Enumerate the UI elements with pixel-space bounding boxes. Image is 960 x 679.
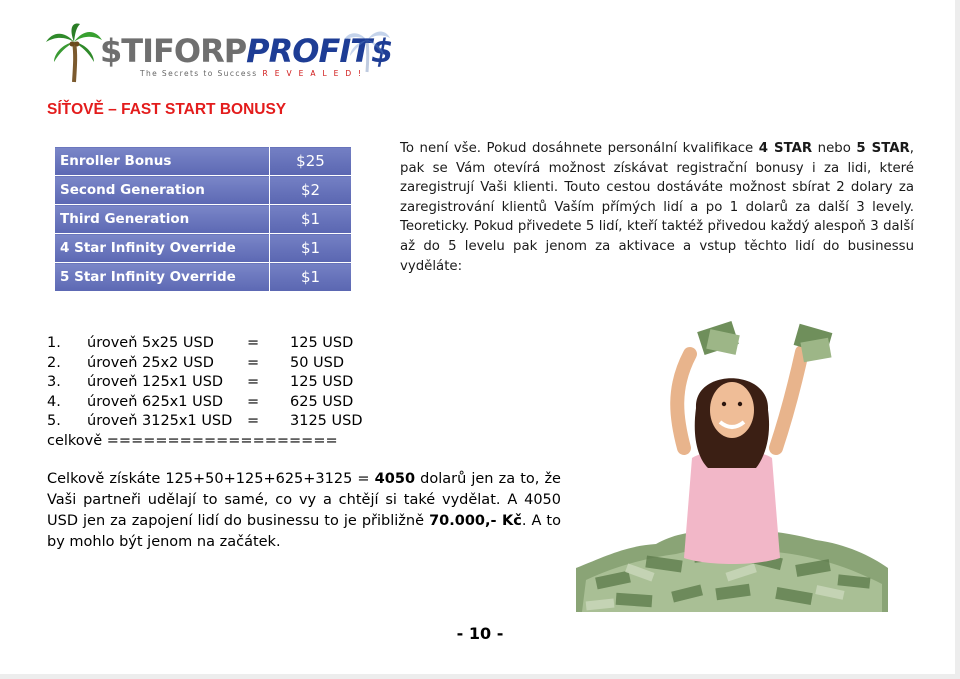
intro-bold-5star: 5 STAR (856, 141, 910, 156)
level-result: 3125 USD (290, 413, 363, 430)
level-equals: = (247, 354, 260, 371)
level-result: 125 USD (290, 335, 354, 351)
bonus-label: Second Generation (55, 176, 270, 205)
level-number: 5. (47, 413, 61, 430)
level-result: 125 USD (290, 374, 354, 391)
bonus-amount: $1 (270, 263, 352, 292)
table-row (55, 205, 352, 234)
level-number: 3. (47, 374, 61, 391)
level-equals: = (247, 374, 260, 391)
list-item (47, 373, 354, 393)
total-line-text: celkově =================== (47, 432, 338, 449)
intro-text-3: , pak se Vám otevírá možnost získávat registrační bonusy i za lidi, které zaregistrují Vaši klienti. Touto cestou dostáváte možnost sbírat 2 dolary za zaregistrování klientů Vaším přímých lidí a po 1 dolarů za další 3 levely. Teoreticky. Pokud přivedete 5 lidí, kteří taktéž přivedou každý alespoň 3 další až do 5 levelu pak jenom za aktivace a vstup těchto lidí do businessu vyděláte: (400, 141, 914, 274)
summary-text-2: dolarů jen za to, že Vaši partneři udělají to samé, co vy a chtějí si také vydělat. A 4050 USD jen za zapojení lidí do businessu to je přibližně (47, 471, 561, 529)
logo-name-part1: $TIFORP (100, 32, 247, 70)
summary-bold-czk: 70.000,- Kč (429, 513, 522, 529)
intro-text-2: nebo (812, 141, 857, 156)
level-description: úroveň 25x2 USD (87, 354, 214, 371)
logo-tagline-revealed: REVEALED! (262, 69, 369, 78)
level-list (47, 334, 363, 452)
level-result: 625 USD (290, 393, 354, 410)
level-description: úroveň 3125x1 USD (87, 413, 233, 430)
logo (44, 22, 404, 84)
bonus-label: Third Generation (55, 205, 270, 234)
bonus-amount: $1 (270, 234, 352, 263)
palm-tree-icon (44, 22, 104, 84)
level-description: úroveň 625x1 USD (87, 393, 224, 410)
level-equals: = (247, 335, 260, 351)
level-number: 2. (47, 354, 61, 371)
logo-name-part2: PROFIT$ (246, 32, 393, 70)
level-description: úroveň 125x1 USD (87, 374, 224, 391)
summary-paragraph (47, 469, 561, 553)
logo-tagline (140, 69, 368, 78)
level-equals: = (247, 393, 260, 410)
list-item (47, 412, 363, 432)
total-line (47, 432, 338, 452)
table-row (55, 147, 352, 176)
summary-text-1: Celkově získáte 125+50+125+625+3125 = (47, 471, 375, 487)
level-result: 50 USD (290, 354, 345, 371)
bonus-table (54, 146, 352, 292)
page-number: - 10 - (456, 624, 504, 643)
woman-with-money-photo (576, 318, 888, 612)
bonus-label: Enroller Bonus (55, 147, 270, 176)
level-number: 1. (47, 335, 61, 351)
list-item (47, 393, 354, 413)
table-row (55, 234, 352, 263)
level-description: úroveň 5x25 USD (87, 335, 214, 351)
table-row (55, 176, 352, 205)
bonus-amount: $25 (270, 147, 352, 176)
list-item (47, 334, 354, 354)
bonus-label: 4 Star Infinity Override (55, 234, 270, 263)
level-number: 4. (47, 393, 61, 410)
summary-bold-total: 4050 (374, 471, 416, 487)
level-equals: = (247, 413, 260, 430)
page-edge-right (955, 0, 960, 679)
summary-text-3: . A to by mohlo být jenom na začátek. (47, 513, 561, 550)
table-row (55, 263, 352, 292)
intro-text-1: To není vše. Pokud dosáhnete personální kvalifikace (400, 141, 759, 156)
intro-bold-4star: 4 STAR (758, 141, 813, 156)
list-item (47, 354, 345, 374)
logo-tagline-text: The Secrets to Success (140, 69, 258, 78)
palm-tree-faded-icon (342, 24, 392, 74)
page-heading: SÍŤOVĚ – FAST START BONUSY (47, 101, 287, 118)
bonus-amount: $2 (270, 176, 352, 205)
page-edge-bottom (0, 674, 960, 679)
bonus-amount: $1 (270, 205, 352, 234)
bonus-label: 5 Star Infinity Override (55, 263, 270, 292)
intro-paragraph (400, 139, 914, 276)
